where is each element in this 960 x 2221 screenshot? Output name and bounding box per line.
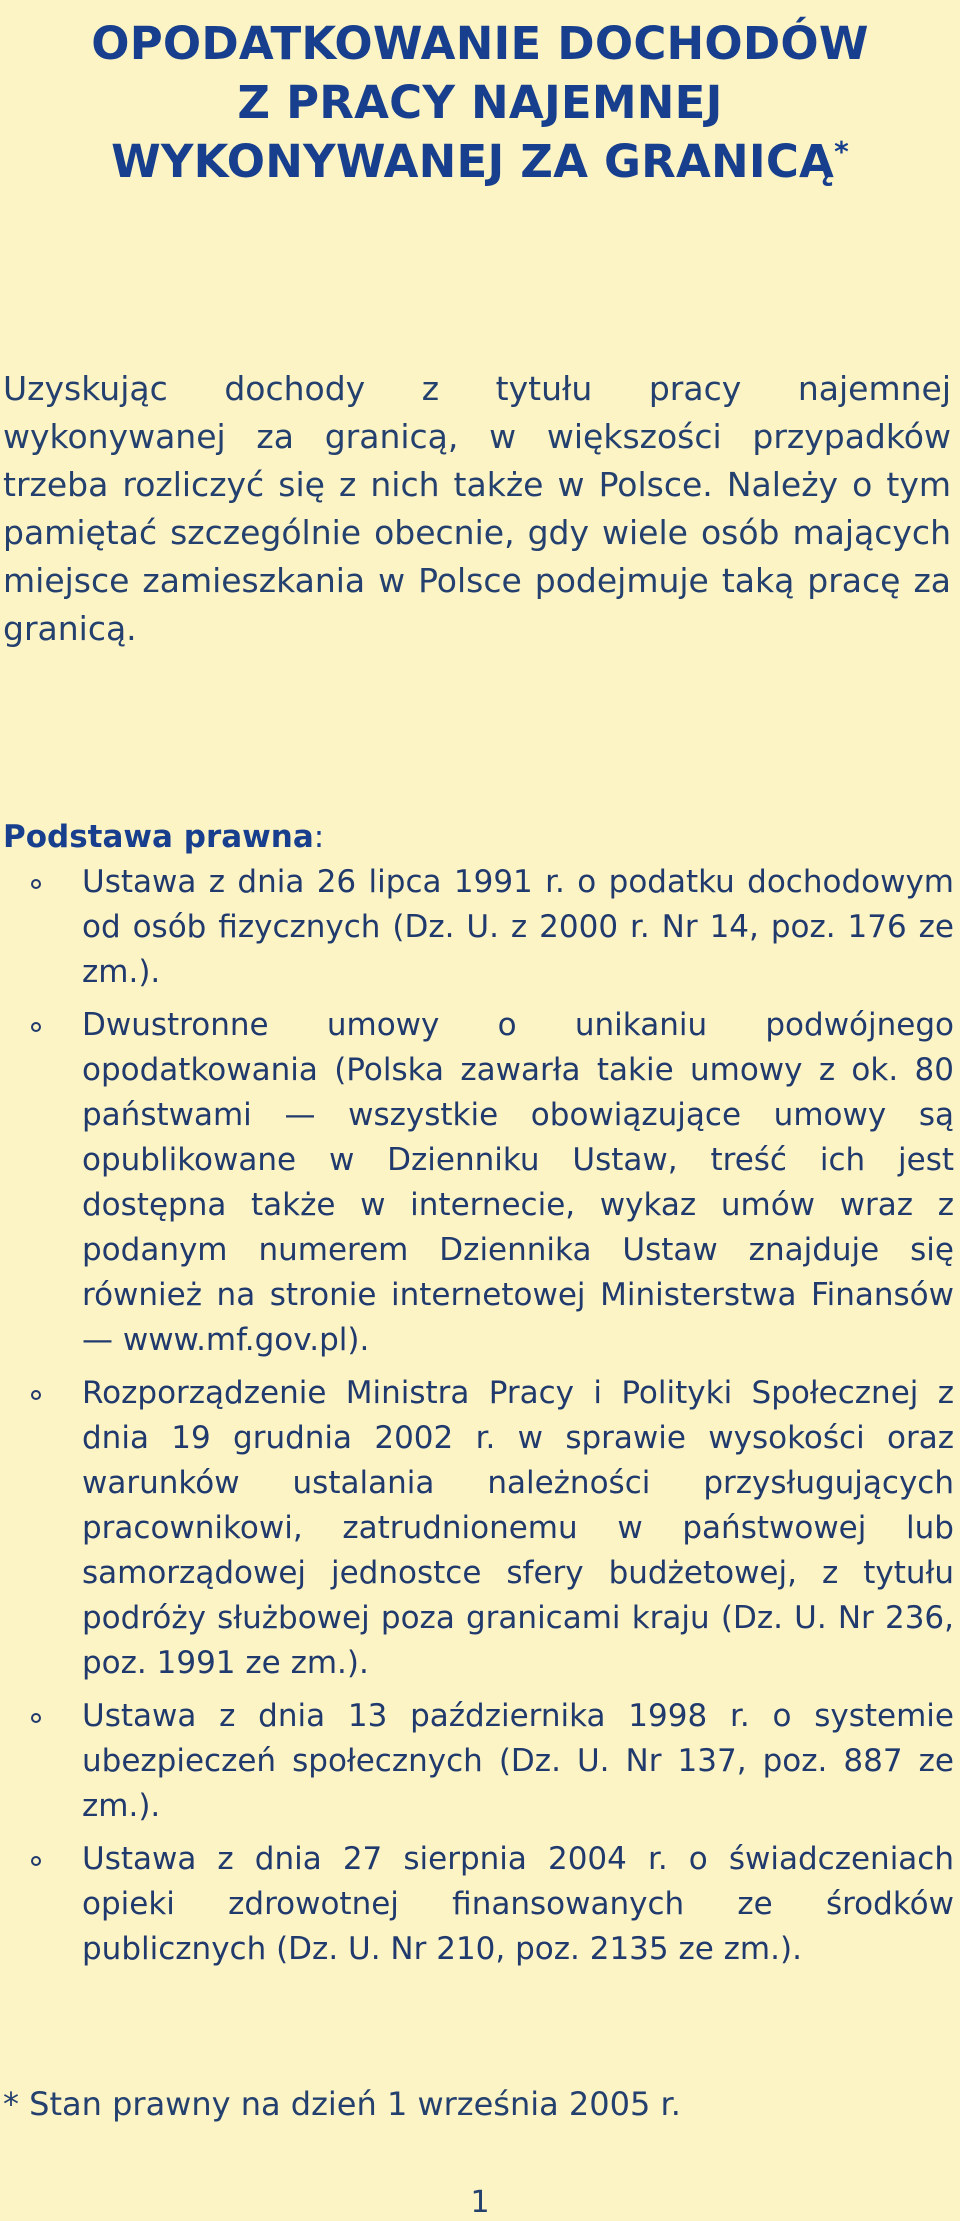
title-line-1: OPODATKOWANIE DOCHODÓW — [91, 17, 869, 70]
document-title — [0, 14, 960, 191]
bullet-icon — [31, 879, 41, 889]
title-line-3-text: WYKONYWANEJ ZA GRANICĄ — [111, 135, 835, 188]
legal-basis-item — [0, 1837, 960, 1972]
legal-basis-item — [0, 860, 960, 995]
legal-basis-item-text: Ustawa z dnia 27 sierpnia 2004 r. o świadczeniach opieki zdrowotnej finansowanych ze środków publicznych (Dz. U. Nr 210, poz. 2135 ze zm.). — [82, 1841, 954, 1967]
bullet-icon — [31, 1022, 41, 1032]
legal-basis-item-text: Rozporządzenie Ministra Pracy i Polityki Społecznej z dnia 19 grudnia 2002 r. w sprawie wysokości oraz warunków ustalania należności przysługujących pracownikowi, zatrudnionemu w państwowej lub samorządowej jednostce sfery budżetowej, z tytułu podróży służbowej poza granicami kraju (Dz. U. Nr 236, poz. 1991 ze zm.). — [82, 1375, 954, 1681]
legal-basis-heading — [3, 815, 324, 859]
legal-basis-item — [0, 1694, 960, 1829]
title-footnote-mark: * — [834, 135, 849, 168]
title-line-3 — [0, 132, 960, 191]
legal-basis-heading-colon: : — [313, 819, 325, 855]
legal-basis-item-text: Ustawa z dnia 13 października 1998 r. o systemie ubezpieczeń społecznych (Dz. U. Nr 137, poz. 887 ze zm.). — [82, 1698, 954, 1824]
legal-basis-heading-label: Podstawa prawna — [3, 819, 314, 855]
legal-basis-list — [0, 860, 960, 1972]
legal-basis-item-text: Dwustronne umowy o unikaniu podwójnego opodatkowania (Polska zawarła takie umowy z ok. 80 państwami — wszystkie obowiązujące umowy są opublikowane w Dzienniku Ustaw, treść ich jest dostępna także w internecie, wykaz umów wraz z podanym numerem Dziennika Ustaw znajduje się również na stronie internetowej Ministerstwa Finansów — www.mf.gov.pl). — [82, 1007, 954, 1358]
legal-basis-item — [0, 1371, 960, 1686]
bullet-icon — [31, 1856, 41, 1866]
page-number: 1 — [470, 2185, 490, 2220]
legal-basis-item-text: Ustawa z dnia 26 lipca 1991 r. o podatku dochodowym od osób fizycznych (Dz. U. z 2000 r. Nr 14, poz. 176 ze zm.). — [82, 864, 954, 990]
legal-basis-item — [0, 1003, 960, 1363]
title-line-2: Z PRACY NAJEMNEJ — [237, 76, 723, 129]
legal-status-footnote: * Stan prawny na dzień 1 września 2005 r. — [3, 2085, 681, 2123]
bullet-icon — [31, 1390, 41, 1400]
intro-paragraph: Uzyskując dochody z tytułu pracy najemnej wykonywanej za granicą, w większości przypadków trzeba rozliczyć się z nich także w Polsce. Należy o tym pamiętać szczególnie obecnie, gdy wiele osób mających miejsce zamieszkania w Polsce podejmuje taką pracę za granicą. — [3, 369, 951, 648]
bullet-icon — [31, 1713, 41, 1723]
